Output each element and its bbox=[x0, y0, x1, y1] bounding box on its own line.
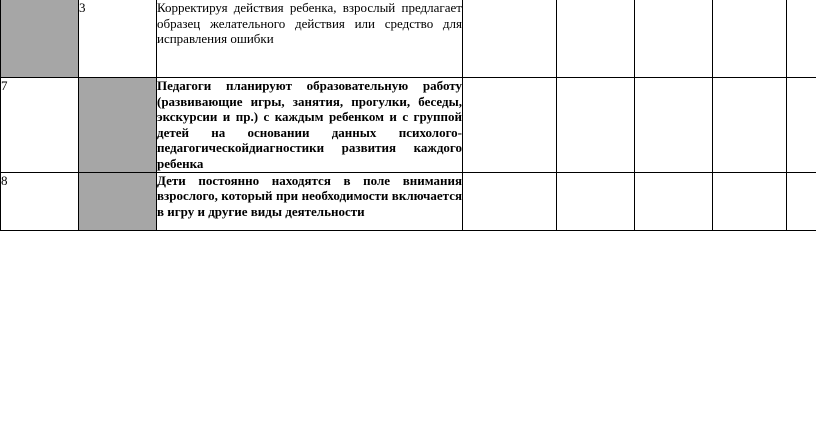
score-cell bbox=[557, 0, 635, 78]
row-number-cell bbox=[1, 172, 79, 230]
criterion-text: Корректируя действия ребенка, взрослый предлагает образец желательного действия или средство для исправления ошибки bbox=[157, 0, 462, 47]
score-cell bbox=[635, 78, 713, 173]
row-number: 7 bbox=[1, 78, 8, 93]
criterion-text: Педагоги планируют образовательную работу (развивающие игры, занятия, прогулки, беседы, экскурсии и пр.) с каждым ребенком и с группой детей на основании данных психолого-педагогическойдиагностики развития каждого ребенка bbox=[157, 78, 462, 171]
row-number: 3 bbox=[79, 0, 86, 15]
score-cell bbox=[787, 172, 816, 230]
table-row bbox=[1, 172, 816, 230]
gray-cell bbox=[1, 0, 79, 78]
row-number-cell bbox=[79, 0, 157, 78]
score-cell bbox=[635, 172, 713, 230]
criterion-text: Дети постоянно находятся в поле внимания взрослого, который при необходимости включается в игру и другие виды деятельности bbox=[157, 172, 462, 219]
score-cell bbox=[787, 78, 816, 173]
criterion-text-cell bbox=[157, 0, 463, 78]
row-number: 8 bbox=[1, 172, 8, 188]
score-cell bbox=[463, 172, 557, 230]
score-cell bbox=[713, 172, 787, 230]
table-row bbox=[1, 78, 816, 173]
gray-cell bbox=[79, 172, 157, 230]
score-cell bbox=[787, 0, 816, 78]
score-cell bbox=[635, 0, 713, 78]
score-cell bbox=[713, 78, 787, 173]
criterion-text-cell bbox=[157, 78, 463, 173]
criterion-text-cell bbox=[157, 172, 463, 230]
score-cell bbox=[557, 172, 635, 230]
score-cell bbox=[463, 0, 557, 78]
score-cell bbox=[713, 0, 787, 78]
row-number-cell bbox=[1, 78, 79, 173]
gray-cell bbox=[79, 78, 157, 173]
score-cell bbox=[463, 78, 557, 173]
table-row bbox=[1, 0, 816, 78]
score-cell bbox=[557, 78, 635, 173]
